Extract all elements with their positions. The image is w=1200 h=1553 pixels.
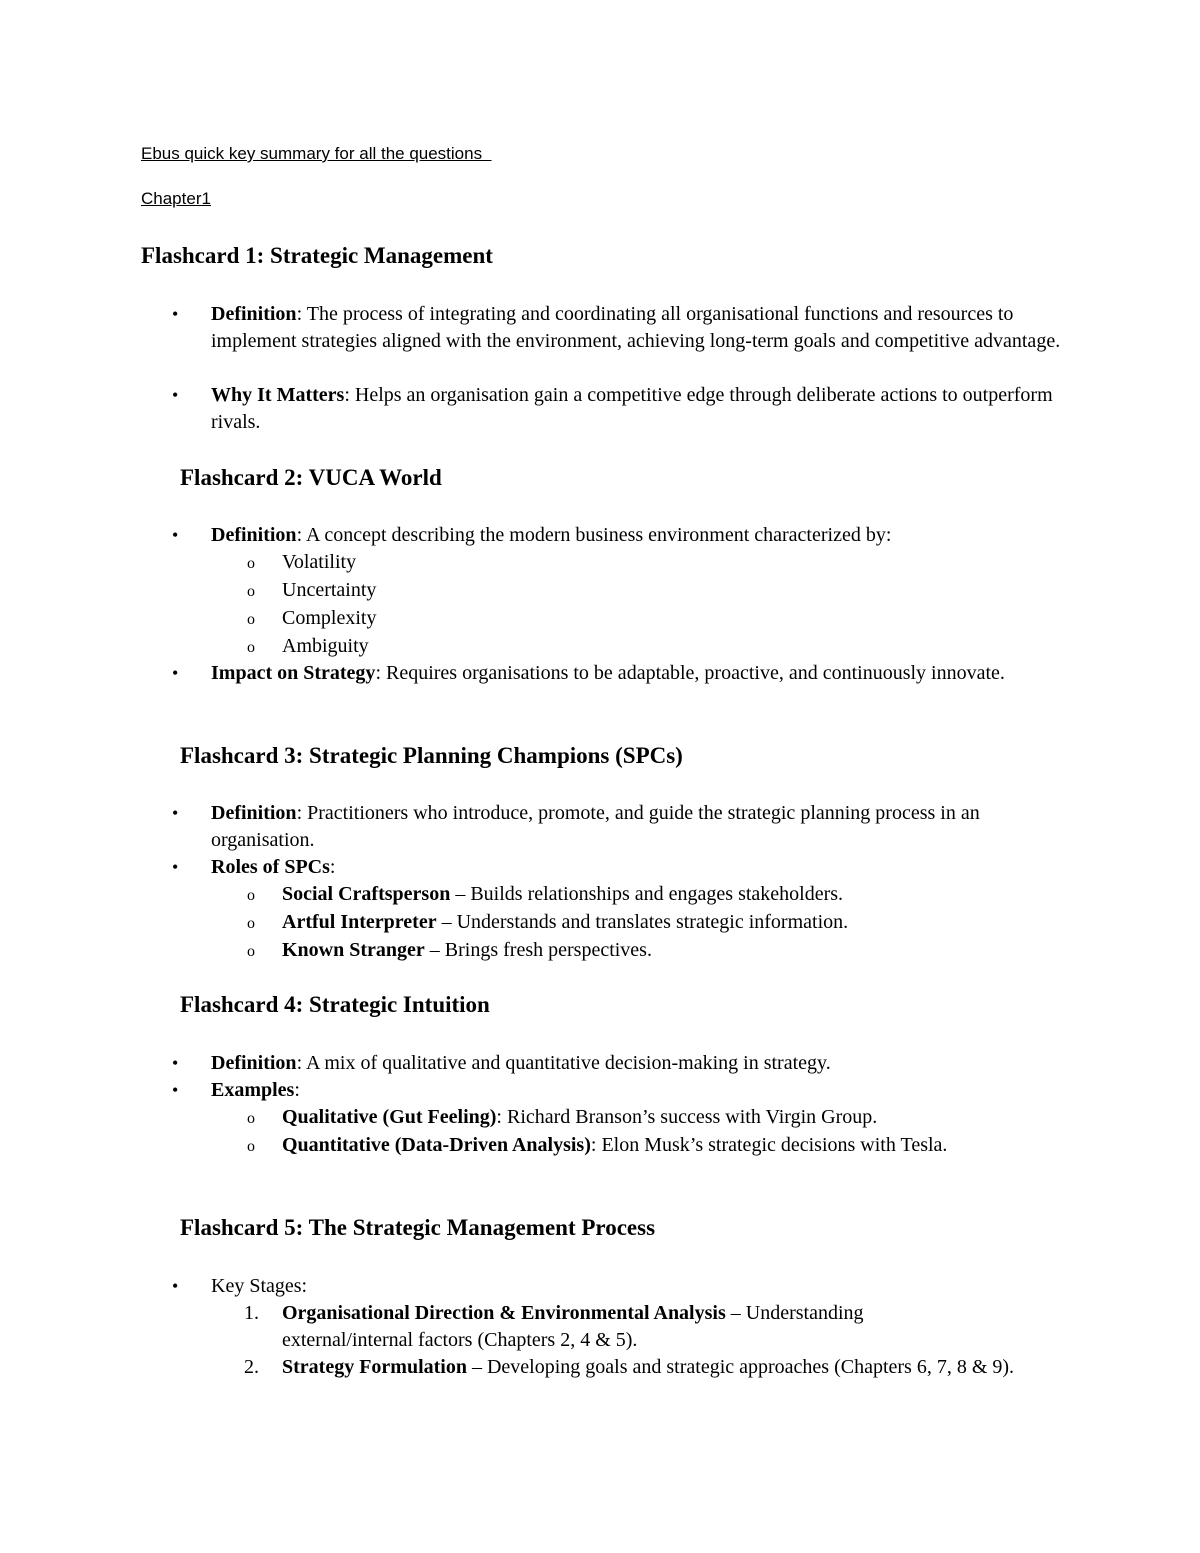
item-text: – Understanding external/internal factors (Chapters 2, 4 & 5).: [282, 1302, 864, 1351]
item-term: Qualitative (Gut Feeling): [282, 1106, 497, 1128]
sub-bullet-icon: o: [247, 915, 255, 932]
item-text: : Elon Musk’s strategic decisions with Tesla.: [590, 1134, 948, 1156]
intuition-example: [282, 1132, 1027, 1159]
bullet-icon: •: [172, 1080, 179, 1100]
sub-bullet-icon: o: [247, 1110, 255, 1127]
flashcard-2-impact: [211, 660, 1071, 687]
item-text: : Richard Branson’s success with Virgin Group.: [496, 1106, 878, 1128]
bullet-icon: •: [172, 663, 179, 683]
bullet-icon: •: [172, 803, 179, 823]
item-term: Definition: [211, 802, 297, 824]
bullet-icon: •: [172, 304, 179, 324]
spc-role: [282, 909, 1062, 936]
sub-bullet-icon: o: [247, 887, 255, 904]
flashcard-3-roles: [211, 854, 1071, 881]
item-text: : Helps an organisation gain a competitive edge through deliberate actions to outperform rivals.: [211, 384, 1053, 433]
process-stage: [282, 1354, 1062, 1381]
step-number: 2.: [244, 1356, 259, 1378]
item-text: – Brings fresh perspectives.: [424, 939, 652, 961]
vuca-item: Volatility: [282, 551, 357, 573]
sub-bullet-icon: o: [247, 1138, 255, 1155]
item-term: Definition: [211, 303, 297, 325]
sub-bullet-icon: o: [247, 555, 255, 572]
step-number: 1.: [244, 1302, 259, 1324]
flashcard-1-definition: [211, 301, 1071, 355]
spc-role: [282, 881, 1062, 908]
spc-role: [282, 937, 1062, 964]
sub-bullet-icon: o: [247, 943, 255, 960]
vuca-item: Uncertainty: [282, 579, 377, 601]
flashcard-1-why-it-matters: [211, 382, 1071, 436]
process-stage: [282, 1300, 982, 1354]
item-text: Key Stages:: [211, 1275, 308, 1297]
item-term: Roles of SPCs: [211, 856, 330, 878]
item-term: Examples: [211, 1079, 295, 1101]
item-term: Known Stranger: [282, 939, 425, 961]
item-term: Definition: [211, 524, 297, 546]
vuca-item: Complexity: [282, 607, 377, 629]
sub-bullet-icon: o: [247, 639, 255, 656]
vuca-item: Ambiguity: [282, 635, 369, 657]
item-term: Quantitative (Data-Driven Analysis): [282, 1134, 591, 1156]
item-text: – Builds relationships and engages stakeholders.: [450, 883, 844, 905]
sub-bullet-icon: o: [247, 583, 255, 600]
item-term: Artful Interpreter: [282, 911, 437, 933]
flashcard-5-heading: Flashcard 5: The Strategic Management Process: [180, 1215, 656, 1240]
bullet-icon: •: [172, 1276, 179, 1296]
item-text: : A concept describing the modern business environment characterized by:: [296, 524, 892, 546]
item-term: Strategy Formulation: [282, 1356, 467, 1378]
sub-bullet-icon: o: [247, 611, 255, 628]
flashcard-3-definition: [211, 800, 1011, 854]
bullet-icon: •: [172, 385, 179, 405]
bullet-icon: •: [172, 1053, 179, 1073]
flashcard-4-heading: Flashcard 4: Strategic Intuition: [180, 992, 490, 1017]
item-text: : Practitioners who introduce, promote, and guide the strategic planning process in an organisation.: [211, 802, 980, 851]
document-title: Ebus quick key summary for all the questions: [141, 144, 492, 163]
flashcard-5-key-stages: [211, 1273, 1071, 1300]
flashcard-4-examples: [211, 1077, 1071, 1104]
flashcard-2-definition: [211, 522, 1071, 549]
bullet-icon: •: [172, 525, 179, 545]
item-text: : The process of integrating and coordinating all organisational functions and resources to implement strategies aligned with the environment, achieving long-term goals and competitive advantage.: [211, 303, 1061, 352]
item-text: :: [294, 1079, 300, 1101]
flashcard-4-definition: [211, 1050, 1071, 1077]
item-text: – Understands and translates strategic information.: [436, 911, 849, 933]
item-text: :: [329, 856, 336, 878]
item-term: Why It Matters: [211, 384, 345, 406]
item-text: : A mix of qualitative and quantitative decision-making in strategy.: [296, 1052, 831, 1074]
item-term: Definition: [211, 1052, 297, 1074]
item-text: : Requires organisations to be adaptable, proactive, and continuously innovate.: [375, 662, 1005, 684]
flashcard-3-heading: Flashcard 3: Strategic Planning Champions (SPCs): [180, 743, 683, 768]
item-term: Social Craftsperson: [282, 883, 451, 905]
item-term: Organisational Direction & Environmental Analysis: [282, 1302, 726, 1324]
item-text: – Developing goals and strategic approaches (Chapters 6, 7, 8 & 9).: [466, 1356, 1015, 1378]
flashcard-2-heading: Flashcard 2: VUCA World: [180, 465, 442, 490]
chapter-label: Chapter1: [141, 189, 211, 208]
flashcard-1-heading: Flashcard 1: Strategic Management: [141, 243, 493, 268]
item-term: Impact on Strategy: [211, 662, 376, 684]
intuition-example: [282, 1104, 1062, 1131]
bullet-icon: •: [172, 857, 179, 877]
